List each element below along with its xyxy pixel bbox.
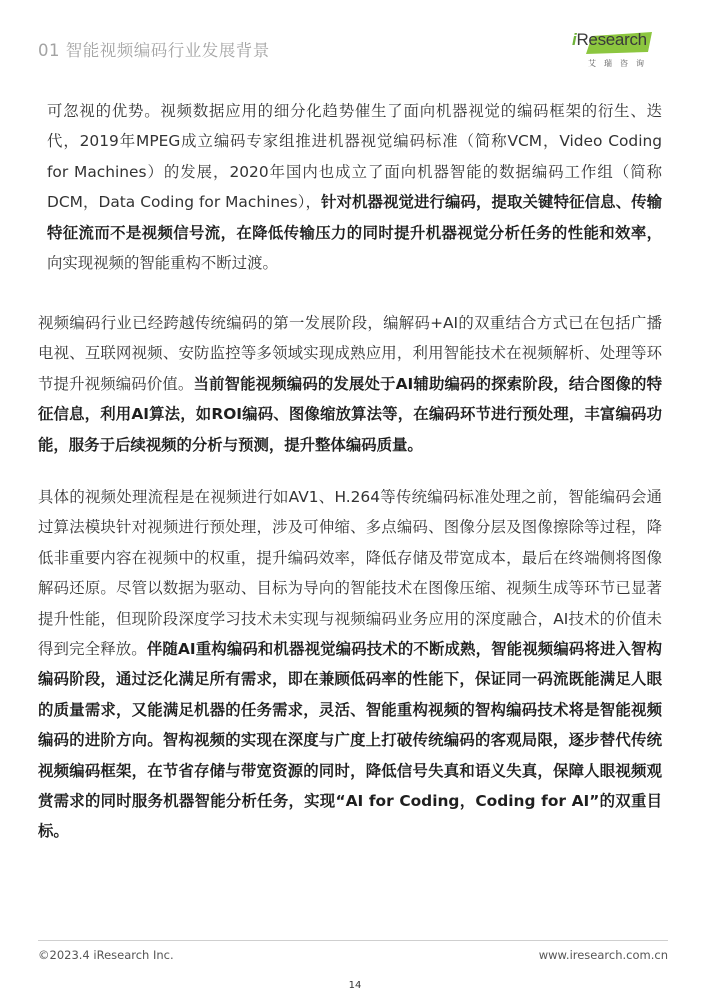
body-paragraph-3 (38, 482, 662, 847)
page-number: 14 (348, 980, 362, 991)
footer-divider (38, 940, 668, 941)
copyright-text: ©2023.4 iResearch Inc. (38, 948, 174, 962)
logo-subtitle: 艾瑞咨询 (588, 59, 652, 68)
body-paragraph-1 (47, 96, 662, 278)
text-run: 具体的视频处理流程是在视频进行如AV1、H.264等传统编码标准处理之前，智能编码会通过算法模块针对视频进行预处理，涉及可伸缩、多点编码、图像分层及图像擦除等过程，降低非重要内容在视频中的权重，提升编码效率，降低存储及带宽成本，最后在终端侧将图像解码还原。尽管以数据为驱动、目标为导向的智能技术在图像压缩、视频生成等环节已显著提升性能，但现阶段深度学习技术未实现与视频编码业务应用的深度融合，AI技术的价值未得到完全释放。 (38, 488, 662, 659)
bold-run: 针对机器视觉进行编码，提取关键特征信息、传输特征流而不是视频信号流，在降低传输压力的同时提升机器视觉分析任务的性能和效率， (47, 193, 662, 242)
text-run: 视频编码行业已经跨越传统编码的第一发展阶段，编解码+AI的双重结合方式已在包括广播电视、互联网视频、安防监控等多领域实现成熟应用，利用智能技术在视频解析、处理等环节提升视频编码价值。 (38, 314, 662, 393)
section-title: 01 智能视频编码行业发展背景 (38, 41, 270, 60)
text-run: 向实现视频的智能重构不断过渡。 (47, 254, 278, 273)
website-url: www.iresearch.com.cn (538, 948, 668, 962)
bold-run: 伴随AI重构编码和机器视觉编码技术的不断成熟，智能视频编码将进入智构编码阶段，通过泛化满足所有需求，即在兼顾低码率的性能下，保证同一码流既能满足人眼的质量需求，又能满足机器的任务需求，灵活、智能重构视频的智构编码技术将是智能视频编码的进阶方向。智构视频的实现在深度与广度上打破传统编码的客观局限，逐步替代传统视频编码框架，在节省存储与带宽资源的同时，降低信号失真和语义失真，保障人眼视频观赏需求的同时服务机器智能分析任务，实现“AI for Coding，Coding for AI”的双重目标。 (38, 640, 662, 841)
iresearch-logo: iResearch 艾瑞咨询 (572, 30, 652, 68)
body-paragraph-2 (38, 308, 662, 460)
text-run: 可忽视的优势。视频数据应用的细分化趋势催生了面向机器视觉的编码框架的衍生、迭代，2019年MPEG成立编码专家组推进机器视觉编码标准（简称VCM，Video Coding for Machines）的发展，2020年国内也成立了面向机器智能的数据编码工作组（简称DCM，Data Coding for Machines）， (47, 102, 662, 212)
bold-run: 当前智能视频编码的发展处于AI辅助编码的探索阶段，结合图像的特征信息，利用AI算法，如ROI编码、图像缩放算法等，在编码环节进行预处理，丰富编码功能，服务于后续视频的分析与预测，提升整体编码质量。 (38, 374, 662, 454)
